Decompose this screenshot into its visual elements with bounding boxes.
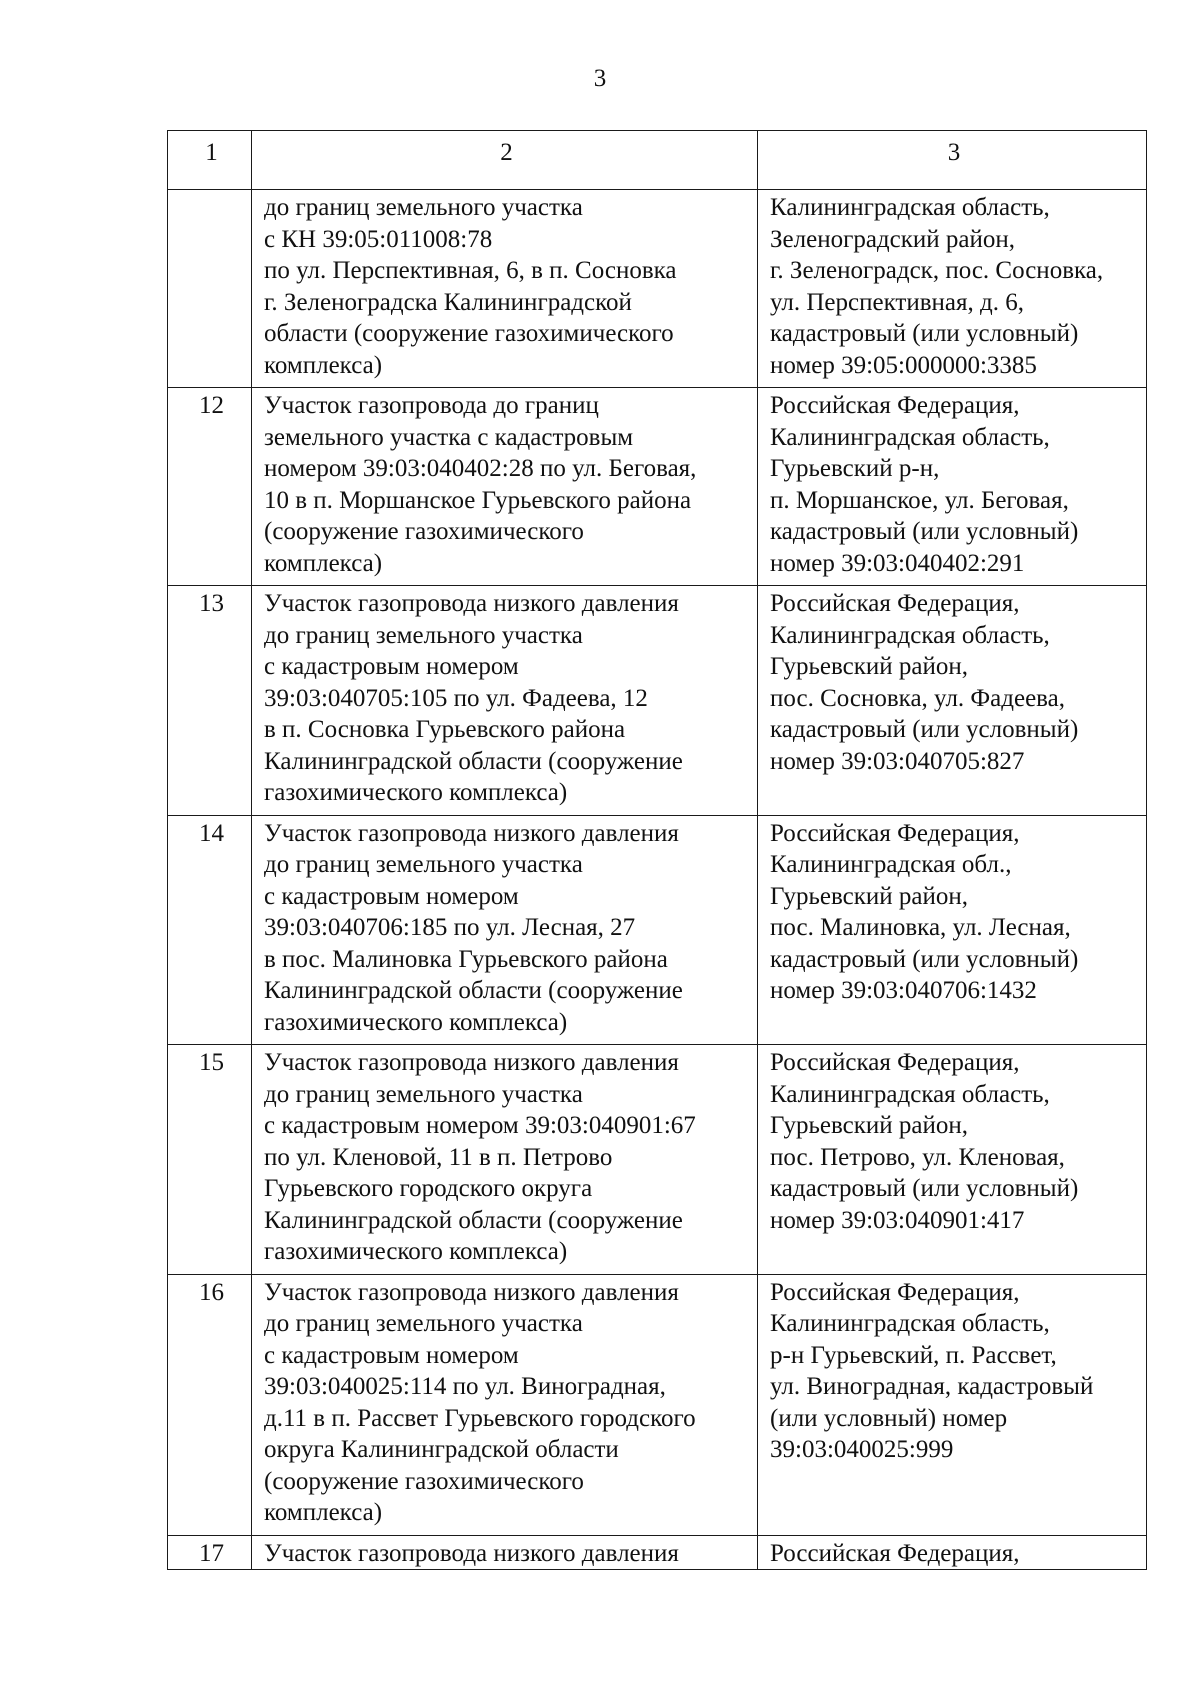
address-line: Российская Федерация, [770,1539,1020,1567]
description-line: с кадастровым номером [264,653,519,680]
object-description-cell [252,815,758,1045]
description-line: в пос. Малиновка Гурьевского района [264,945,668,973]
address-line: ул. Перспективная, д. 6, [770,288,1024,316]
address-line: номер 39:03:040402:291 [770,549,1025,577]
address-line: Калининградская область, [770,194,1050,221]
object-address-cell [758,388,1147,586]
object-address-cell [758,586,1147,816]
address-line: п. Моршанское, ул. Беговая, [770,486,1069,514]
table-row [168,815,1147,1045]
object-address-cell [758,1535,1147,1570]
description-line: области (сооружение газохимического [264,320,674,347]
address-line: Гурьевский р-н, [770,455,940,482]
row-number: 16 [168,1274,252,1535]
description-line: Гурьевского городского округа [264,1175,593,1202]
address-line: номер 39:03:040705:827 [770,747,1025,775]
address-line: Калининградская область, [770,1080,1050,1108]
address-line: р-н Гурьевский, п. Рассвет, [770,1341,1057,1369]
description-line: до границ земельного участка [264,1080,583,1108]
address-line: Гурьевский район, [770,882,969,910]
description-line: округа Калининградской области [264,1436,619,1463]
row-number: 17 [168,1535,252,1570]
address-line: Калининградская область, [770,1310,1050,1337]
address-line: пос. Сосновка, ул. Фадеева, [770,684,1065,712]
description-line: с кадастровым номером [264,1341,519,1369]
description-line: до границ земельного участка [264,851,583,878]
object-description-cell [252,586,758,816]
address-line: 39:03:040025:999 [770,1436,954,1463]
description-line: газохимического комплекса) [264,1238,568,1265]
description-line: Участок газопровода низкого давления [264,590,679,617]
row-number: 12 [168,388,252,586]
description-line: комплекса) [264,1499,383,1526]
address-line: кадастровый (или условный) [770,1175,1079,1202]
description-line: 39:03:040706:185 по ул. Лесная, 27 [264,914,636,941]
object-description-cell [252,1274,758,1535]
address-line: Гурьевский район, [770,653,969,680]
header-col-2: 2 [252,131,758,190]
address-line: пос. Петрово, ул. Кленовая, [770,1143,1065,1171]
table-row [168,1535,1147,1570]
table-row [168,1045,1147,1275]
description-line: газохимического комплекса) [264,1008,568,1036]
object-address-cell [758,1045,1147,1275]
address-line: г. Зеленоградск, пос. Сосновка, [770,257,1104,284]
address-line: Зеленоградский район, [770,225,1015,253]
description-line: Участок газопровода низкого давления [264,1539,679,1567]
object-description-cell [252,190,758,388]
description-line: в п. Сосновка Гурьевского района [264,716,626,743]
address-line: Российская Федерация, [770,392,1020,419]
address-line: (или условный) номер [770,1404,1008,1432]
description-line: (сооружение газохимического [264,518,584,545]
address-line: Гурьевский район, [770,1112,969,1139]
description-line: Участок газопровода низкого давления [264,819,679,847]
row-number [168,190,252,388]
row-number: 15 [168,1045,252,1275]
description-line: Калининградской области (сооружение [264,1206,683,1234]
description-line: по ул. Перспективная, 6, в п. Сосновка [264,257,677,284]
description-line: Участок газопровода низкого давления [264,1278,679,1306]
description-line: Участок газопровода низкого давления [264,1049,679,1076]
object-description-cell [252,1045,758,1275]
row-number: 13 [168,586,252,816]
row-number: 14 [168,815,252,1045]
table-row [168,190,1147,388]
address-line: Калининградская обл., [770,851,1012,878]
description-line: 10 в п. Моршанское Гурьевского района [264,486,692,514]
description-line: с КН 39:05:011008:78 [264,225,493,253]
description-line: д.11 в п. Рассвет Гурьевского городского [264,1404,696,1432]
table-row [168,586,1147,816]
address-line: Российская Федерация, [770,1049,1020,1076]
table-row [168,388,1147,586]
address-line: номер 39:03:040901:417 [770,1206,1025,1234]
table-row [168,1274,1147,1535]
description-line: земельного участка с кадастровым [264,423,634,451]
description-line: по ул. Кленовой, 11 в п. Петрово [264,1143,613,1171]
description-line: (сооружение газохимического [264,1467,584,1495]
description-line: Участок газопровода до границ [264,392,599,419]
object-description-cell [252,1535,758,1570]
description-line: комплекса) [264,351,383,379]
description-line: 39:03:040025:114 по ул. Виноградная, [264,1373,666,1400]
address-line: Российская Федерация, [770,1278,1020,1306]
address-line: кадастровый (или условный) [770,320,1079,347]
description-line: газохимического комплекса) [264,779,568,806]
description-line: Калининградской области (сооружение [264,977,683,1004]
address-line: Калининградская область, [770,621,1050,649]
description-line: номером 39:03:040402:28 по ул. Беговая, [264,455,697,482]
description-line: с кадастровым номером [264,882,519,910]
address-line: Российская Федерация, [770,590,1020,617]
description-line: до границ земельного участка [264,621,583,649]
description-line: с кадастровым номером 39:03:040901:67 [264,1112,696,1139]
address-line: кадастровый (или условный) [770,518,1079,545]
object-address-cell [758,1274,1147,1535]
description-line: до границ земельного участка [264,194,583,221]
description-line: комплекса) [264,549,383,577]
description-line: Калининградской области (сооружение [264,747,683,775]
address-line: кадастровый (или условный) [770,945,1079,973]
description-line: 39:03:040705:105 по ул. Фадеева, 12 [264,684,648,712]
object-address-cell [758,815,1147,1045]
object-description-cell [252,388,758,586]
address-line: номер 39:05:000000:3385 [770,351,1037,379]
object-address-cell [758,190,1147,388]
address-line: ул. Виноградная, кадастровый [770,1373,1094,1400]
objects-table [167,130,1147,1570]
address-line: номер 39:03:040706:1432 [770,977,1037,1004]
table-header-row [168,131,1147,190]
page-number: 3 [593,65,607,92]
description-line: г. Зеленоградска Калининградской [264,288,632,316]
address-line: Калининградская область, [770,423,1050,451]
address-line: пос. Малиновка, ул. Лесная, [770,914,1071,941]
header-col-3: 3 [758,131,1147,190]
address-line: Российская Федерация, [770,819,1020,847]
header-col-1: 1 [168,131,252,190]
address-line: кадастровый (или условный) [770,716,1079,743]
description-line: до границ земельного участка [264,1310,583,1337]
